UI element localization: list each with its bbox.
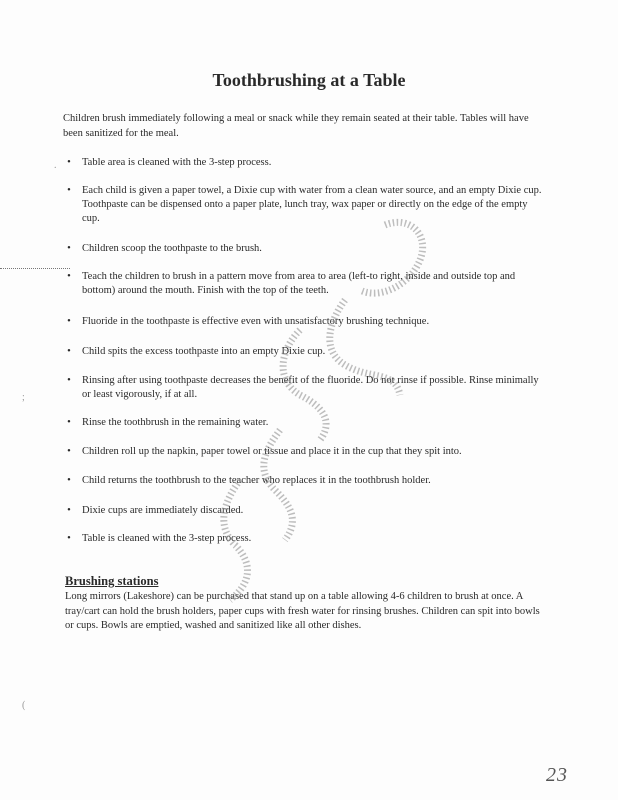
step-text: Teach the children to brush in a pattern move from area to area (left-to right, inside and outside top and bottom) around the mouth. Finish with the top of the teeth. bbox=[82, 271, 516, 296]
step-text: Each child is given a paper towel, a Dixie cup with water from a clean water source, and an empty Dixie cup. Toothpaste can be dispensed onto a paper plate, lunch tray, wax paper or directly on the edge of the empty cup. bbox=[82, 185, 542, 224]
page-number: 23 bbox=[546, 764, 568, 786]
step-text: Child spits the excess toothpaste into an empty Dixie cup. bbox=[82, 346, 326, 357]
scan-speck: ( bbox=[22, 700, 26, 711]
step-text: Fluoride in the toothpaste is effective even with unsatisfactory brushing technique. bbox=[82, 316, 430, 327]
step-text: Children roll up the napkin, paper towel or tissue and place it in the cup that they spit into. bbox=[82, 446, 462, 457]
bullet-icon: • bbox=[67, 316, 71, 327]
bullet-icon: • bbox=[67, 533, 71, 544]
bullet-icon: • bbox=[67, 271, 71, 282]
bullet-icon: • bbox=[67, 446, 71, 457]
step-text: Table is cleaned with the 3-step process. bbox=[82, 533, 252, 544]
bullet-icon: • bbox=[67, 157, 71, 168]
bullet-icon: • bbox=[67, 346, 71, 357]
step-text: Rinse the toothbrush in the remaining water. bbox=[82, 417, 269, 428]
scan-speck: ; bbox=[22, 392, 25, 403]
step-text: Table area is cleaned with the 3-step process. bbox=[82, 157, 272, 168]
page-title: Toothbrushing at a Table bbox=[212, 70, 406, 90]
stations-paragraph: Long mirrors (Lakeshore) can be purchased that stand up on a table allowing 4-6 children to brush at once. A tray/cart can hold the brush holders, paper cups with fresh water for rinsing brushes. Children can spit into bowls or cups. Bowls are emptied, washed and sanitized like all other dishes. bbox=[65, 591, 540, 631]
bullet-icon: • bbox=[67, 375, 71, 386]
bullet-icon: • bbox=[67, 243, 71, 254]
scan-speck: . bbox=[54, 160, 57, 171]
step-text: Children scoop the toothpaste to the brush. bbox=[82, 243, 262, 254]
bullet-icon: • bbox=[67, 417, 71, 428]
intro-paragraph: Children brush immediately following a meal or snack while they remain seated at their table. Tables will have been sanitized for the meal. bbox=[63, 113, 529, 139]
step-text: Dixie cups are immediately discarded. bbox=[82, 505, 244, 516]
step-text: Rinsing after using toothpaste decreases the benefit of the fluoride. Do not rinse if possible. Rinse minimally or least vigorously, if at all. bbox=[82, 375, 539, 400]
bullet-icon: • bbox=[67, 475, 71, 486]
section-heading: Brushing stations bbox=[65, 574, 159, 588]
bullet-icon: • bbox=[67, 505, 71, 516]
bullet-icon: • bbox=[67, 185, 71, 196]
step-text: Child returns the toothbrush to the teacher who replaces it in the toothbrush holder. bbox=[82, 475, 431, 486]
